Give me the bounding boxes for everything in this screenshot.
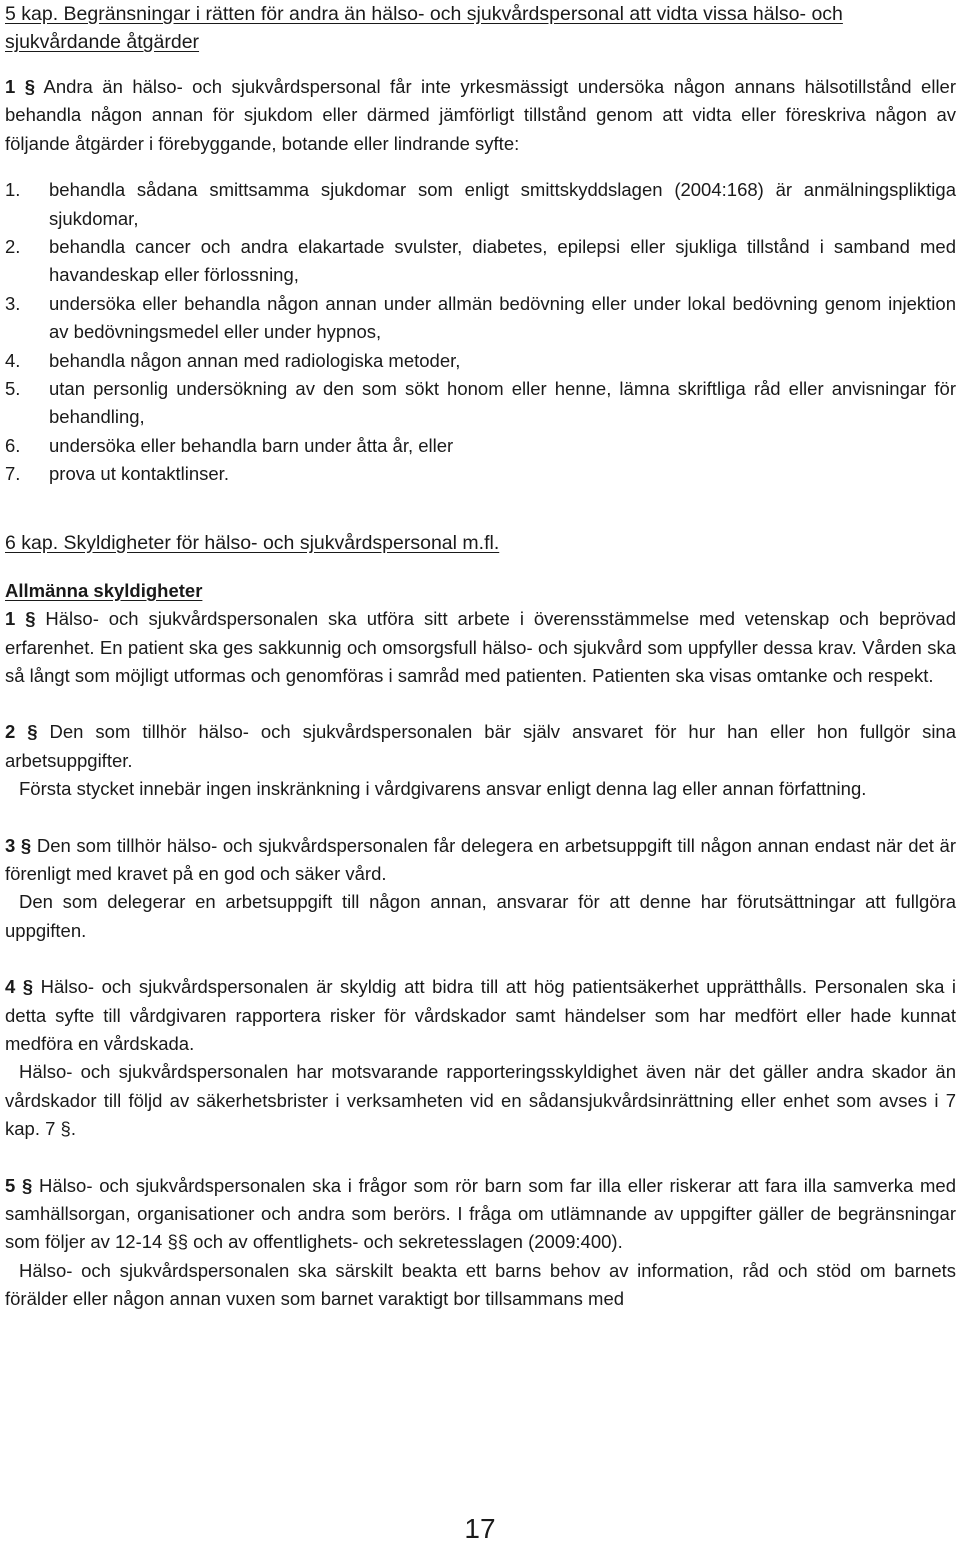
page-number: 17 — [464, 1513, 496, 1544]
chapter-5-section-1 — [5, 73, 956, 158]
list-item — [5, 233, 956, 290]
paragraph-text: Den som tillhör hälso- och sjukvårdspersonalen får delegera en arbetsuppgift till någon annan endast när det är förenligt med kravet på en god och säker vård. — [5, 834, 957, 884]
chapter-6-section-4 — [5, 973, 956, 1143]
section-paragraph — [5, 973, 956, 1058]
section-paragraph — [5, 832, 956, 889]
paragraph-text: Hälso- och sjukvårdspersonalen ska i frågor som rör barn som far illa eller riskerar att fara illa samverka med samhällsorgan, organisationer och andra som berörs. I fråga om utlämnande av uppgifter gäller de begränsningar som följer av 12-14 §§ och av offentlighets- och sekretesslagen (2009:400). — [5, 1174, 957, 1253]
paragraph-text: Hälso- och sjukvårdspersonalen ska utföra sitt arbete i överensstämmelse med vetenskap och beprövad erfarenhet. En patient ska ges sakkunnig och omsorgsfull hälso- och sjukvård som uppfyller dessa krav. Vården ska så långt som möjligt utformas och genomföras i samråd med patienten. Patienten ska visas omtanke och respekt. — [5, 608, 957, 686]
section-number: 4 § — [5, 976, 34, 998]
list-item-text: undersöka eller behandla barn under åtta år, eller — [49, 434, 454, 456]
section-number: 2 § — [5, 721, 38, 743]
chapter-6-section-1 — [5, 605, 956, 690]
list-item — [5, 290, 956, 347]
document-page — [5, 0, 956, 1314]
paragraph-text: Den som tillhör hälso- och sjukvårdspersonalen bär själv ansvaret för hur han eller hon fullgör sina arbetsuppgifter. — [5, 721, 957, 771]
list-item-text: utan personlig undersökning av den som sökt honom eller henne, lämna skriftliga råd eller anvisningar för behandling, — [49, 378, 956, 428]
list-item-text: behandla cancer och andra elakartade svulster, diabetes, epilepsi eller sjukliga tillstånd i samband med havandeskap eller förlossning, — [49, 236, 956, 286]
chapter-6-section-5 — [5, 1172, 956, 1314]
list-item — [5, 375, 956, 432]
section-number: 1 § — [5, 608, 36, 630]
list-item — [5, 460, 956, 488]
section-paragraph: Hälso- och sjukvårdspersonalen ska särskilt beakta ett barns behov av information, råd och stöd om barnets förälder eller någon annan vuxen som barnet varaktigt bor tillsammans med — [5, 1259, 956, 1310]
section-number: 3 § — [5, 834, 32, 856]
paragraph-text: Hälso- och sjukvårdspersonalen är skyldig att bidra till att hög patientsäkerhet upprätthålls. Personalen ska i detta syfte till vårdgivaren rapportera risker för vårdskador samt händelser som har medfört eller hade kunnat medföra en vårdskada. — [5, 976, 957, 1054]
chapter-5-title: 5 kap. Begränsningar i rätten för andra än hälso- och sjukvårdspersonal att vidta vissa hälso- och sjukvårdande åtgärder — [5, 3, 843, 53]
list-marker: 5. — [5, 378, 21, 400]
chapter-6-section-3 — [5, 832, 956, 946]
section-number: 5 § — [5, 1174, 33, 1196]
list-item-text: prova ut kontaktlinser. — [49, 463, 229, 485]
list-marker: 1. — [5, 179, 21, 201]
chapter-6-section-2 — [5, 718, 956, 803]
list-marker: 6. — [5, 434, 21, 456]
section-paragraph: Hälso- och sjukvårdspersonalen har motsvarande rapporteringsskyldighet även när det gäller andra skador än vårdskador till följd av säkerhetsbrister i verksamheten vid en sådansjukvårdsinrättning eller enhet som avses i 7 kap. 7 §. — [5, 1061, 956, 1140]
section-paragraph — [5, 1172, 956, 1257]
list-marker: 4. — [5, 349, 21, 371]
section-subheading: Allmänna skyldigheter — [5, 579, 203, 601]
list-item-text: undersöka eller behandla någon annan under allmän bedövning eller under lokal bedövning genom injektion av bedövningsmedel eller under hypnos, — [49, 292, 956, 343]
section-paragraph — [5, 605, 956, 690]
list-marker: 3. — [5, 292, 21, 314]
section-number: 1 § — [5, 76, 36, 97]
chapter-6-title: 6 kap. Skyldigheter för hälso- och sjukvårdspersonal m.fl. — [5, 531, 500, 554]
section-paragraph — [5, 718, 956, 775]
list-item-text: behandla någon annan med radiologiska metoder, — [49, 349, 461, 371]
list-item-text: behandla sådana smittsamma sjukdomar som enligt smittskyddslagen (2004:168) är anmälningspliktiga sjukdomar, — [49, 179, 956, 229]
section-paragraph: Den som delegerar en arbetsuppgift till någon annan, ansvarar för att denne har förutsättningar att fullgöra uppgiften. — [5, 891, 956, 941]
section-paragraph: Första stycket innebär ingen inskränkning i vårdgivarens ansvar enligt denna lag eller annan författning. — [19, 778, 867, 800]
list-item — [5, 432, 956, 460]
list-marker: 7. — [5, 463, 21, 485]
restricted-measures-list — [5, 176, 956, 488]
list-marker: 2. — [5, 236, 21, 258]
list-item — [5, 347, 956, 375]
list-item — [5, 176, 956, 233]
section-text: Andra än hälso- och sjukvårdspersonal får inte yrkesmässigt undersöka någon annans hälsotillstånd eller behandla någon annan för sjukdom eller därmed jämförligt tillstånd genom att vidta eller föreskriva någon av följande åtgärder i förebyggande, botande eller lindrande syfte: — [5, 76, 956, 154]
